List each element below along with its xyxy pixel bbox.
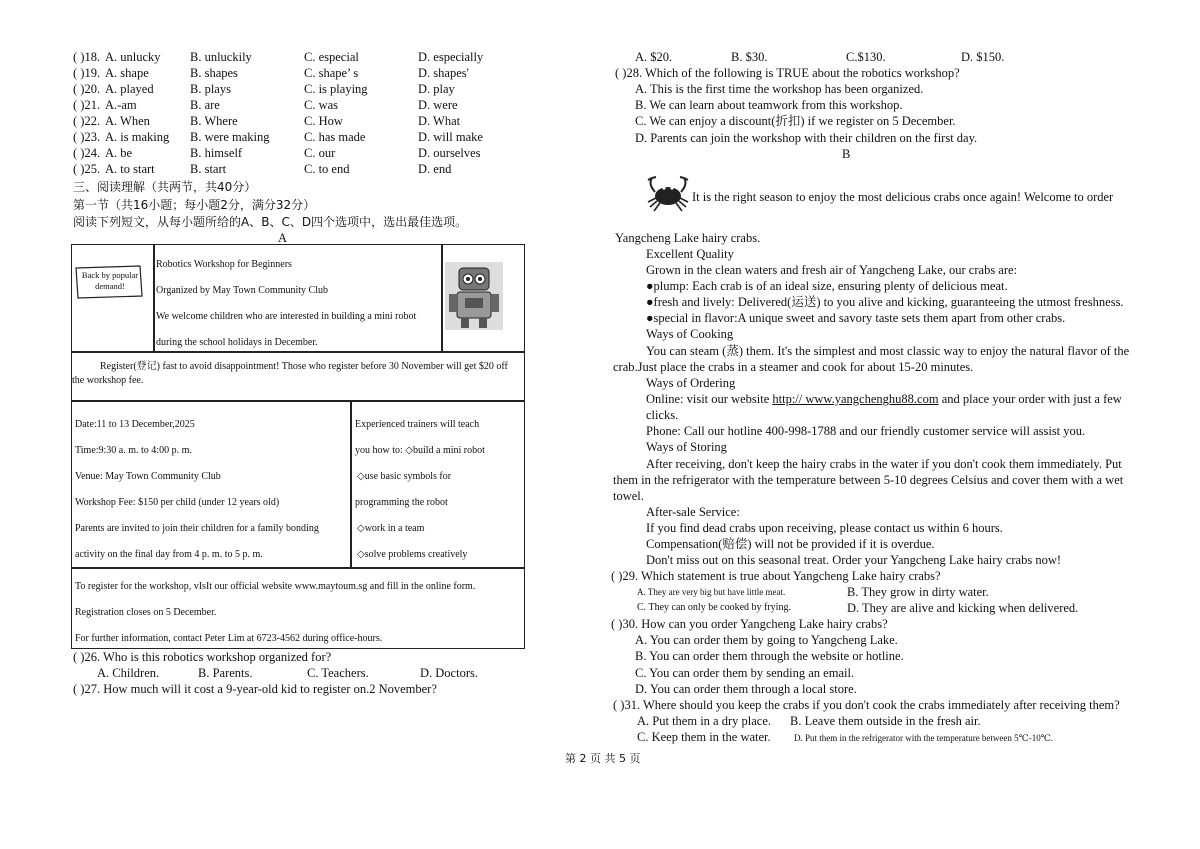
q30-stem: ( )30. How can you order Yangcheng Lake hairy crabs?: [611, 617, 888, 631]
popular-badge: Back by popular demand!: [74, 264, 144, 300]
passage-a-label: A: [278, 231, 288, 245]
cloze-24-option-d: D. ourselves: [418, 146, 481, 160]
storing-text-3: towel.: [613, 489, 644, 503]
robot-illustration: [445, 262, 503, 330]
heading-storing: Ways of Storing: [646, 440, 727, 454]
cloze-25-option-a: A. to start: [105, 162, 155, 176]
q27-option-d: D. $150.: [961, 50, 1005, 64]
cloze-19-option-b: B. shapes: [190, 66, 238, 80]
cloze-23-option-d: D. will make: [418, 130, 483, 144]
heading-ordering: Ways of Ordering: [646, 376, 736, 390]
cloze-18-option-b: B. unluckily: [190, 50, 252, 64]
cloze-row-23-number: ( )23.: [73, 130, 101, 144]
q27-option-c: C.$130.: [846, 50, 886, 64]
q29-option-c: C. They can only be cooked by frying.: [637, 602, 791, 613]
q28-option-d: D. Parents can join the workshop with their children on the first day.: [635, 131, 978, 145]
ad-skill-symbols-2: programming the robot: [355, 497, 448, 508]
q30-option-b: B. You can order them through the website or hotline.: [635, 649, 904, 663]
crab-intro-2: Yangcheng Lake hairy crabs.: [615, 231, 761, 245]
cloze-18-option-d: D. especially: [418, 50, 484, 64]
q30-option-a: A. You can order them by going to Yangcheng Lake.: [635, 633, 898, 647]
q31-option-b: B. Leave them outside in the fresh air.: [790, 714, 981, 728]
cloze-23-option-a: A. is making: [105, 130, 170, 144]
quality-special: ●special in flavor:A unique sweet and savory taste sets them apart from other crabs.: [646, 311, 1066, 325]
aftersale-text-2: Compensation(赔偿) will not be provided if it is overdue.: [646, 537, 935, 551]
cloze-21-option-a: A.-am: [105, 98, 137, 112]
cloze-row-19-number: ( )19.: [73, 66, 101, 80]
ad-parents-2: activity on the final day from 4 p. m. to 5 p. m.: [75, 549, 263, 560]
cloze-24-option-a: A. be: [105, 146, 133, 160]
website-link[interactable]: http:// www.yangchenghu88.com: [772, 392, 939, 406]
q26-option-b: B. Parents.: [198, 666, 253, 680]
page-footer: 第 2 页 共 5 页: [565, 752, 641, 765]
ad-fee: Workshop Fee: $150 per child (under 12 years old): [75, 497, 280, 508]
cloze-row-25-number: ( )25.: [73, 162, 101, 176]
heading-aftersale: After-sale Service:: [646, 505, 740, 519]
cloze-21-option-c: C. was: [304, 98, 339, 112]
cloze-24-option-c: C. our: [304, 146, 336, 160]
ad-date: Date:11 to 13 December,2025: [75, 419, 195, 430]
cloze-21-option-d: D. were: [418, 98, 458, 112]
quality-fresh: ●fresh and lively: Delivered(运送) to you alive and kicking, guaranteeing the utmost freshness.: [646, 295, 1124, 309]
cooking-text: You can steam (蒸) them. It's the simplest and most classic way to enjoy the natural flavor of the: [646, 344, 1130, 358]
cloze-row-20-number: ( )20.: [73, 82, 101, 96]
cooking-text-2: crab.Just place the crabs in a steamer and cook for about 15-20 minutes.: [613, 360, 974, 374]
cloze-21-option-b: B. are: [190, 98, 220, 112]
ad-registration-web: To register for the workshop, vIsIt our official website www.maytoum.sg and fill in the online form.: [75, 581, 476, 592]
cloze-23-option-b: B. were making: [190, 130, 270, 144]
cloze-row-22-number: ( )22.: [73, 114, 101, 128]
storing-text-2: them in the refrigerator with the temperature between 5-10 degrees Celsius and cover them with a wet: [613, 473, 1124, 487]
cloze-24-option-b: B. himself: [190, 146, 243, 160]
heading-quality: Excellent Quality: [646, 247, 734, 261]
quality-intro: Grown in the clean waters and fresh air of Yangcheng Lake, our crabs are:: [646, 263, 1018, 277]
section-heading: 三、阅读理解（共两节，共40分）: [73, 180, 257, 194]
ad-holidays: during the school holidays in December.: [156, 337, 318, 348]
q28-option-c: C. We can enjoy a discount(折扣) if we register on 5 December.: [635, 114, 956, 128]
cloze-22-option-d: D. What: [418, 114, 461, 128]
q26-option-a: A. Children.: [97, 666, 160, 680]
ad-registration-close: Registration closes on 5 December.: [75, 607, 217, 618]
crab-icon: [646, 174, 690, 214]
cloze-20-option-c: C. is playing: [304, 82, 368, 96]
cloze-25-option-b: B. start: [190, 162, 227, 176]
cloze-row-18-number: ( )18.: [73, 50, 101, 64]
cloze-22-option-c: C. How: [304, 114, 343, 128]
cloze-19-option-d: D. shapes': [418, 66, 469, 80]
cloze-row-21-number: ( )21.: [73, 98, 101, 112]
q31-option-a: A. Put them in a dry place.: [637, 714, 771, 728]
cloze-19-option-a: A. shape: [105, 66, 149, 80]
q26-option-c: C. Teachers.: [307, 666, 369, 680]
aftersale-text-3: Don't miss out on this seasonal treat. Order your Yangcheng Lake hairy crabs now!: [646, 553, 1062, 567]
q27-option-b: B. $30.: [731, 50, 768, 64]
q30-option-d: D. You can order them through a local store.: [635, 682, 857, 696]
quality-plump: ●plump: Each crab is of an ideal size, ensuring plenty of delicious meat.: [646, 279, 1008, 293]
q26-stem: ( )26. Who is this robotics workshop organized for?: [73, 650, 332, 664]
cloze-18-option-c: C. especial: [304, 50, 359, 64]
cloze-22-option-b: B. Where: [190, 114, 238, 128]
q30-option-c: C. You can order them by sending an email.: [635, 666, 855, 680]
q29-option-d: D. They are alive and kicking when delivered.: [847, 601, 1079, 615]
ad-trainers-2: you how to: ◇build a mini robot: [355, 445, 485, 456]
q31-stem: ( )31. Where should you keep the crabs if you don't cook the crabs immediately after receiving them?: [613, 698, 1120, 712]
q26-option-d: D. Doctors.: [420, 666, 478, 680]
cloze-25-option-c: C. to end: [304, 162, 350, 176]
ordering-online-2: clicks.: [646, 408, 679, 422]
ad-time: Time:9:30 a. m. to 4:00 p. m.: [75, 445, 192, 456]
heading-cooking: Ways of Cooking: [646, 327, 734, 341]
ad-parents: Parents are invited to join their children for a family bonding: [75, 523, 319, 534]
q29-option-a: A. They are very big but have little meat.: [637, 587, 786, 597]
q28-stem: ( )28. Which of the following is TRUE about the robotics workshop?: [615, 66, 960, 80]
ad-title: Robotics Workshop for Beginners: [156, 259, 292, 270]
ordering-online: Online: visit our website http:// www.yangchenghu88.com and place your order with just a few: [646, 392, 1122, 406]
ad-register-note-2: the workshop fee.: [72, 375, 144, 386]
q27-option-a: A. $20.: [635, 50, 673, 64]
q29-option-b: B. They grow in dirty water.: [847, 585, 989, 599]
ad-skill-problems: ◇solve problems creatively: [357, 549, 468, 560]
ad-organizer: Organized by May Town Community Club: [156, 285, 328, 296]
ad-skill-team: ◇work in a team: [357, 523, 425, 534]
ad-venue: Venue: May Town Community Club: [75, 471, 221, 482]
instructions: 阅读下列短文，从每小题所给的A、B、C、D四个选项中，选出最佳选项。: [73, 215, 468, 229]
q28-option-a: A. This is the first time the workshop has been organized.: [635, 82, 924, 96]
crab-intro: It is the right season to enjoy the most delicious crabs once again! Welcome to order: [692, 190, 1114, 204]
ad-trainers: Experienced trainers will teach: [355, 419, 480, 430]
storing-text: After receiving, don't keep the hairy crabs in the water if you don't cook them immediately. Put: [646, 457, 1122, 471]
cloze-20-option-b: B. plays: [190, 82, 231, 96]
q31-option-d: D. Put them in the refrigerator with the temperature between 5℃-10℃.: [794, 733, 1054, 743]
ad-register-note: Register(登记) fast to avoid disappointment! Those who register before 30 November will get $20 off: [100, 361, 508, 372]
cloze-25-option-d: D. end: [418, 162, 452, 176]
q27-stem: ( )27. How much will it cost a 9-year-old kid to register on.2 November?: [73, 682, 437, 696]
cloze-20-option-a: A. played: [105, 82, 154, 96]
part-heading: 第一节（共16小题；每小题2分，满分32分）: [73, 198, 316, 212]
cloze-19-option-c: C. shape’ s: [304, 66, 359, 80]
cloze-row-24-number: ( )24.: [73, 146, 101, 160]
cloze-20-option-d: D. play: [418, 82, 455, 96]
ordering-phone: Phone: Call our hotline 400-998-1788 and our friendly customer service will assist you.: [646, 424, 1086, 438]
q29-stem: ( )29. Which statement is true about Yangcheng Lake hairy crabs?: [611, 569, 941, 583]
cloze-22-option-a: A. When: [105, 114, 150, 128]
q31-option-c: C. Keep them in the water.: [637, 730, 771, 744]
ad-contact: For further information, contact Peter Lim at 6723-4562 during office-hours.: [75, 633, 383, 644]
passage-b-label: B: [842, 147, 851, 161]
ad-skill-symbols: ◇use basic symbols for: [357, 471, 452, 482]
cloze-18-option-a: A. unlucky: [105, 50, 161, 64]
ad-welcome: We welcome children who are interested in building a mini robot: [156, 311, 417, 322]
q28-option-b: B. We can learn about teamwork from this workshop.: [635, 98, 903, 112]
aftersale-text-1: If you find dead crabs upon receiving, please contact us within 6 hours.: [646, 521, 1003, 535]
cloze-23-option-c: C. has made: [304, 130, 366, 144]
